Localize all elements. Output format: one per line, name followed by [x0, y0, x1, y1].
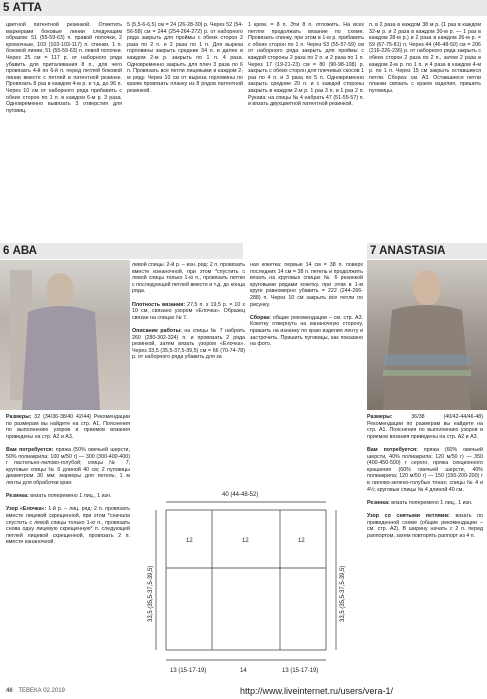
figure-silhouette-2: [367, 260, 487, 410]
dim-inner-right: 12: [298, 538, 305, 544]
model-photo-anastasia: [367, 260, 487, 410]
model-photo-aba: [0, 260, 130, 410]
aba-text-left: [6, 414, 130, 684]
page-number: 46: [6, 688, 13, 694]
ana-need-label: Вам потребуется:: [367, 446, 418, 453]
ana-need: пряжа (60% овечьей шерсти, 40% полиакрила; 120 м/50 г) — 350 (400-450-500) г серого, пряжа секционного крашения (60% овечьей шерсти, 40% полиакрила; 120 м/50 г) — 150 (150-200-200) г в лилово-зелено-голубых тонах; спицы № 4 и 4½; круговые спицы № 4 длиной 40 см.: [367, 446, 483, 493]
aba-schematic: [130, 482, 362, 682]
section-5-title: 5 АТТА: [3, 2, 42, 14]
aba-desc-label: Описание работы:: [132, 327, 182, 334]
top-text-column-2: 5 (5,5-6-6,5) см = 24 (26-28-30) р. Через 52 (54-56-58) см = 244 (254-264-272) р. от наборного ряда закрыть для проймы с обеих сторон 2 раза по 2 п. и 2 раза по 1 п. Для выреза горловины закрыть средние 34 п. и далее в каждом 2-м р. закрыть по 1 п. 4 раза. Одновременно закрыть для плеч 3 раза по 6 п. Провязать все петли лицевыми в каждом 2-м ряду. Через 10 см от выреза горловины по краям провязать планку из 8 рядов патентной резинкой.: [127, 22, 243, 94]
aba-sizes: 32 (34/36-38/40 42/44) Рекомендации по размерам вы найдете на стр. A1. Пояснения по выполнению узоров и приемов вязания приведены на стр. A2 и A3.: [6, 414, 130, 440]
dim-inner-left: 12: [186, 538, 193, 544]
ana-pattern: вязать по приведенной схеме (общие рекомендации – см. стр. A2). В ширину начать с 2 п. перед раппортом, затем повторять раппорт из 4 п.: [367, 512, 483, 539]
pattern-outline: [166, 510, 326, 650]
aba-text-middle: [132, 262, 245, 480]
ana-rib: вязать поперемено 1 лиц., 1 изн.: [391, 499, 473, 506]
anastasia-text: [367, 414, 483, 684]
top-text-column-3: 1 кром. = 8 п. Эти 8 п. отложить. На всех петлях продолжать вязание по схеме. Провязать спинку, при этом в 1-м р. прибавить с обеих сторон по 1 п. Через 53 (55-57-59) см от наборного ряда закрыть для проймы с каждой стороны 2 раза по 2 п. и 2 раза по 1 п. Через 17 (19-21-23) см = 80 (90-98-108) р. закрыть с обеих сторон для плечевых скосов 1 раз по 4 п. и 3 раза по 5 п. Одновременно закрыть средние 20 п. и с каждой стороны закрыть в каждом 2-м р. 1 раз 3 п. и 1 раз 2 п. Рукава: на спицы № 4 набрать 47 (51-55-57) п. и вязать двухцветной патентной резинкой.: [248, 22, 364, 108]
aba-pattern: 1-й р. – лиц. ряд: 2 п. провязать вместе лицевой скрещенной, при этом *сначала спустить с левой спицы только 1-ю п., провязать снова одну лицевую скрещенную* п. следующей петлей лицевой скрещенной, провязать 2 п. вместе изнаночной.: [6, 506, 130, 546]
aba-need: пряжа (50% овечьей шерсти, 50% полиакрила; 100 м/50 г) — 300 (300-400-400) г пастельно-лилово-голубой; спицы № 7; круговые спицы № 6 длиной 40 см; 2 пуговицы диаметром 30 мм; маркеры для петель; 1 м ленты для обработки края.: [6, 446, 130, 486]
section-6-title: 6 АВА: [3, 245, 37, 257]
top-text-column-1: цветной патентной резинкой. Отметить маркерами боковые линии следующим образом: 51 (55-59-63) п. правой полочки, 2 кромочные, 103 (103-103-117) п. спинки, 1 п. боковой линии, 51 (55-59-63) п. левой полочки. Через 25 см = 117 р. от наборного ряда убавить для приталивания 8 п., для чего провязать 4-й по 6-й п. перед петлей боковой линии вместе с петлей в патентной резинке. Провязать 8 раз в каждом 4-м р. и т.д. до 96 п. Через 10 см от наборного ряда прибавить с обеих сторон по 1 п. в каждом 6-м р. 3 раза. Одновременно вывязать 3 отверстия для пуговиц.: [6, 22, 122, 114]
dim-bottom-mid: 14: [240, 668, 247, 674]
ana-rib-label: Резинка:: [367, 499, 390, 506]
section-7-header: [367, 243, 487, 259]
ana-sizes-label: Размеры:: [367, 414, 393, 420]
section-5-header: [0, 0, 487, 16]
aba-rib-label: Резинка:: [6, 493, 29, 500]
page-footer: [6, 688, 186, 694]
aba-density: 27,5 п. x 19,5 р. = 10 x 10 см, связано узором «Елочка». Образец связан на спицах № 7.: [132, 301, 245, 321]
aba-right-text1: ная кокетка: первые 14 см = 38 п. поверх последних 14 см = 38 п. петель и продолжить вязать на круговых спицах № 6 резинкой круговыми рядами кокетку, при этом в 1-м круге равномерно убавить = 222 (244-266-288) п. Через 10 см закрыть все петли по рисунку.: [250, 262, 363, 308]
section-6-header: [0, 243, 243, 259]
section-7-title: 7 ANASTASIA: [370, 245, 446, 257]
watermark-url[interactable]: http://www.liveinternet.ru/users/vera-1/: [240, 686, 394, 696]
top-text-column-4: п. в 2 раза в каждом 38 м р. (1 раз в каждом 32-м р. и 2 раза в каждом 30-м р. — 1 раз в каждом 28-м р.) и 2 раза в каждом 26-м р. = 59 (67-75-81) п. Через 44 (46-48-50) см = 206 (216-226-236) р. от наборного ряда закрыть с обеих сторон 2 раза по 2 п., затем 2 раза в каждом 2-м р. по 1 п. и 4 раза в каждом 4-м р. по 1 п. Через 15 см закрыть оставшиеся петли. Сборка: см. A3. Оставшиеся петли планки связать с краем изделия, пришить пуговицы.: [369, 22, 481, 94]
aba-assembly: общие рекомендации – см. стр. A3. Кокетку отвернуть на изнаночную сторону, пришить на изнанку по краю изделия ленту и застрочить. Пришить пуговицы, как показано на фото.: [250, 314, 363, 348]
dim-bottom-right: 13 (15-17-19): [282, 668, 319, 674]
ana-sizes: 36/38 (40/42-44/46-48) Рекомендации по размерам вы найдете на стр. A1. Пояснения по выполнению узоров и приемов вязания приведены на стр. A2 и A3.: [367, 414, 483, 440]
aba-sizes-label: Размеры:: [6, 414, 32, 420]
magazine-name: ТЕВЕКА 02.2019: [18, 688, 65, 694]
figure-silhouette: [0, 260, 130, 410]
aba-density-label: Плотность вязания:: [132, 301, 186, 308]
aba-assembly-label: Сборка:: [250, 314, 271, 321]
dim-left: 33,5 (35,5-37,5-39,5): [148, 565, 154, 622]
aba-schematic-svg: [130, 482, 362, 682]
aba-desc: на спицы № 7 набрать 260 (280-302-324) п. и провязать 2 ряда резинкой, затем вязать узором «Елочка». Через 33,5 (35,5-37,5-39,5) см = 66 (70-74-78) р. от наборного ряда убавить для за: [132, 327, 245, 361]
aba-text-right: [250, 262, 363, 480]
aba-pattern-label: Узор «Елочка»:: [6, 506, 47, 513]
aba-need-label: Вам потребуется:: [6, 446, 54, 453]
aba-mid-text1: левой спицы. 2-й р. – изн. ряд: 2 п. провязать вместе изнаночной, при этом *спустить с левой спицы только 1-ю п., провязать петлю с последующей петлей вместе и т.д. до конца ряда.: [132, 262, 245, 295]
dim-inner-mid: 12: [242, 538, 249, 544]
dim-bottom-left: 13 (15-17-19): [170, 668, 207, 674]
dim-right: 33,5 (35,5-37,5-39,5): [340, 565, 346, 622]
aba-rib: вязать поперемено 1 лиц., 1 изн.: [30, 493, 112, 500]
ana-pattern-label: Узор со снятыми петлями:: [367, 512, 450, 519]
dim-top: 40 (44-48-52): [222, 492, 259, 498]
